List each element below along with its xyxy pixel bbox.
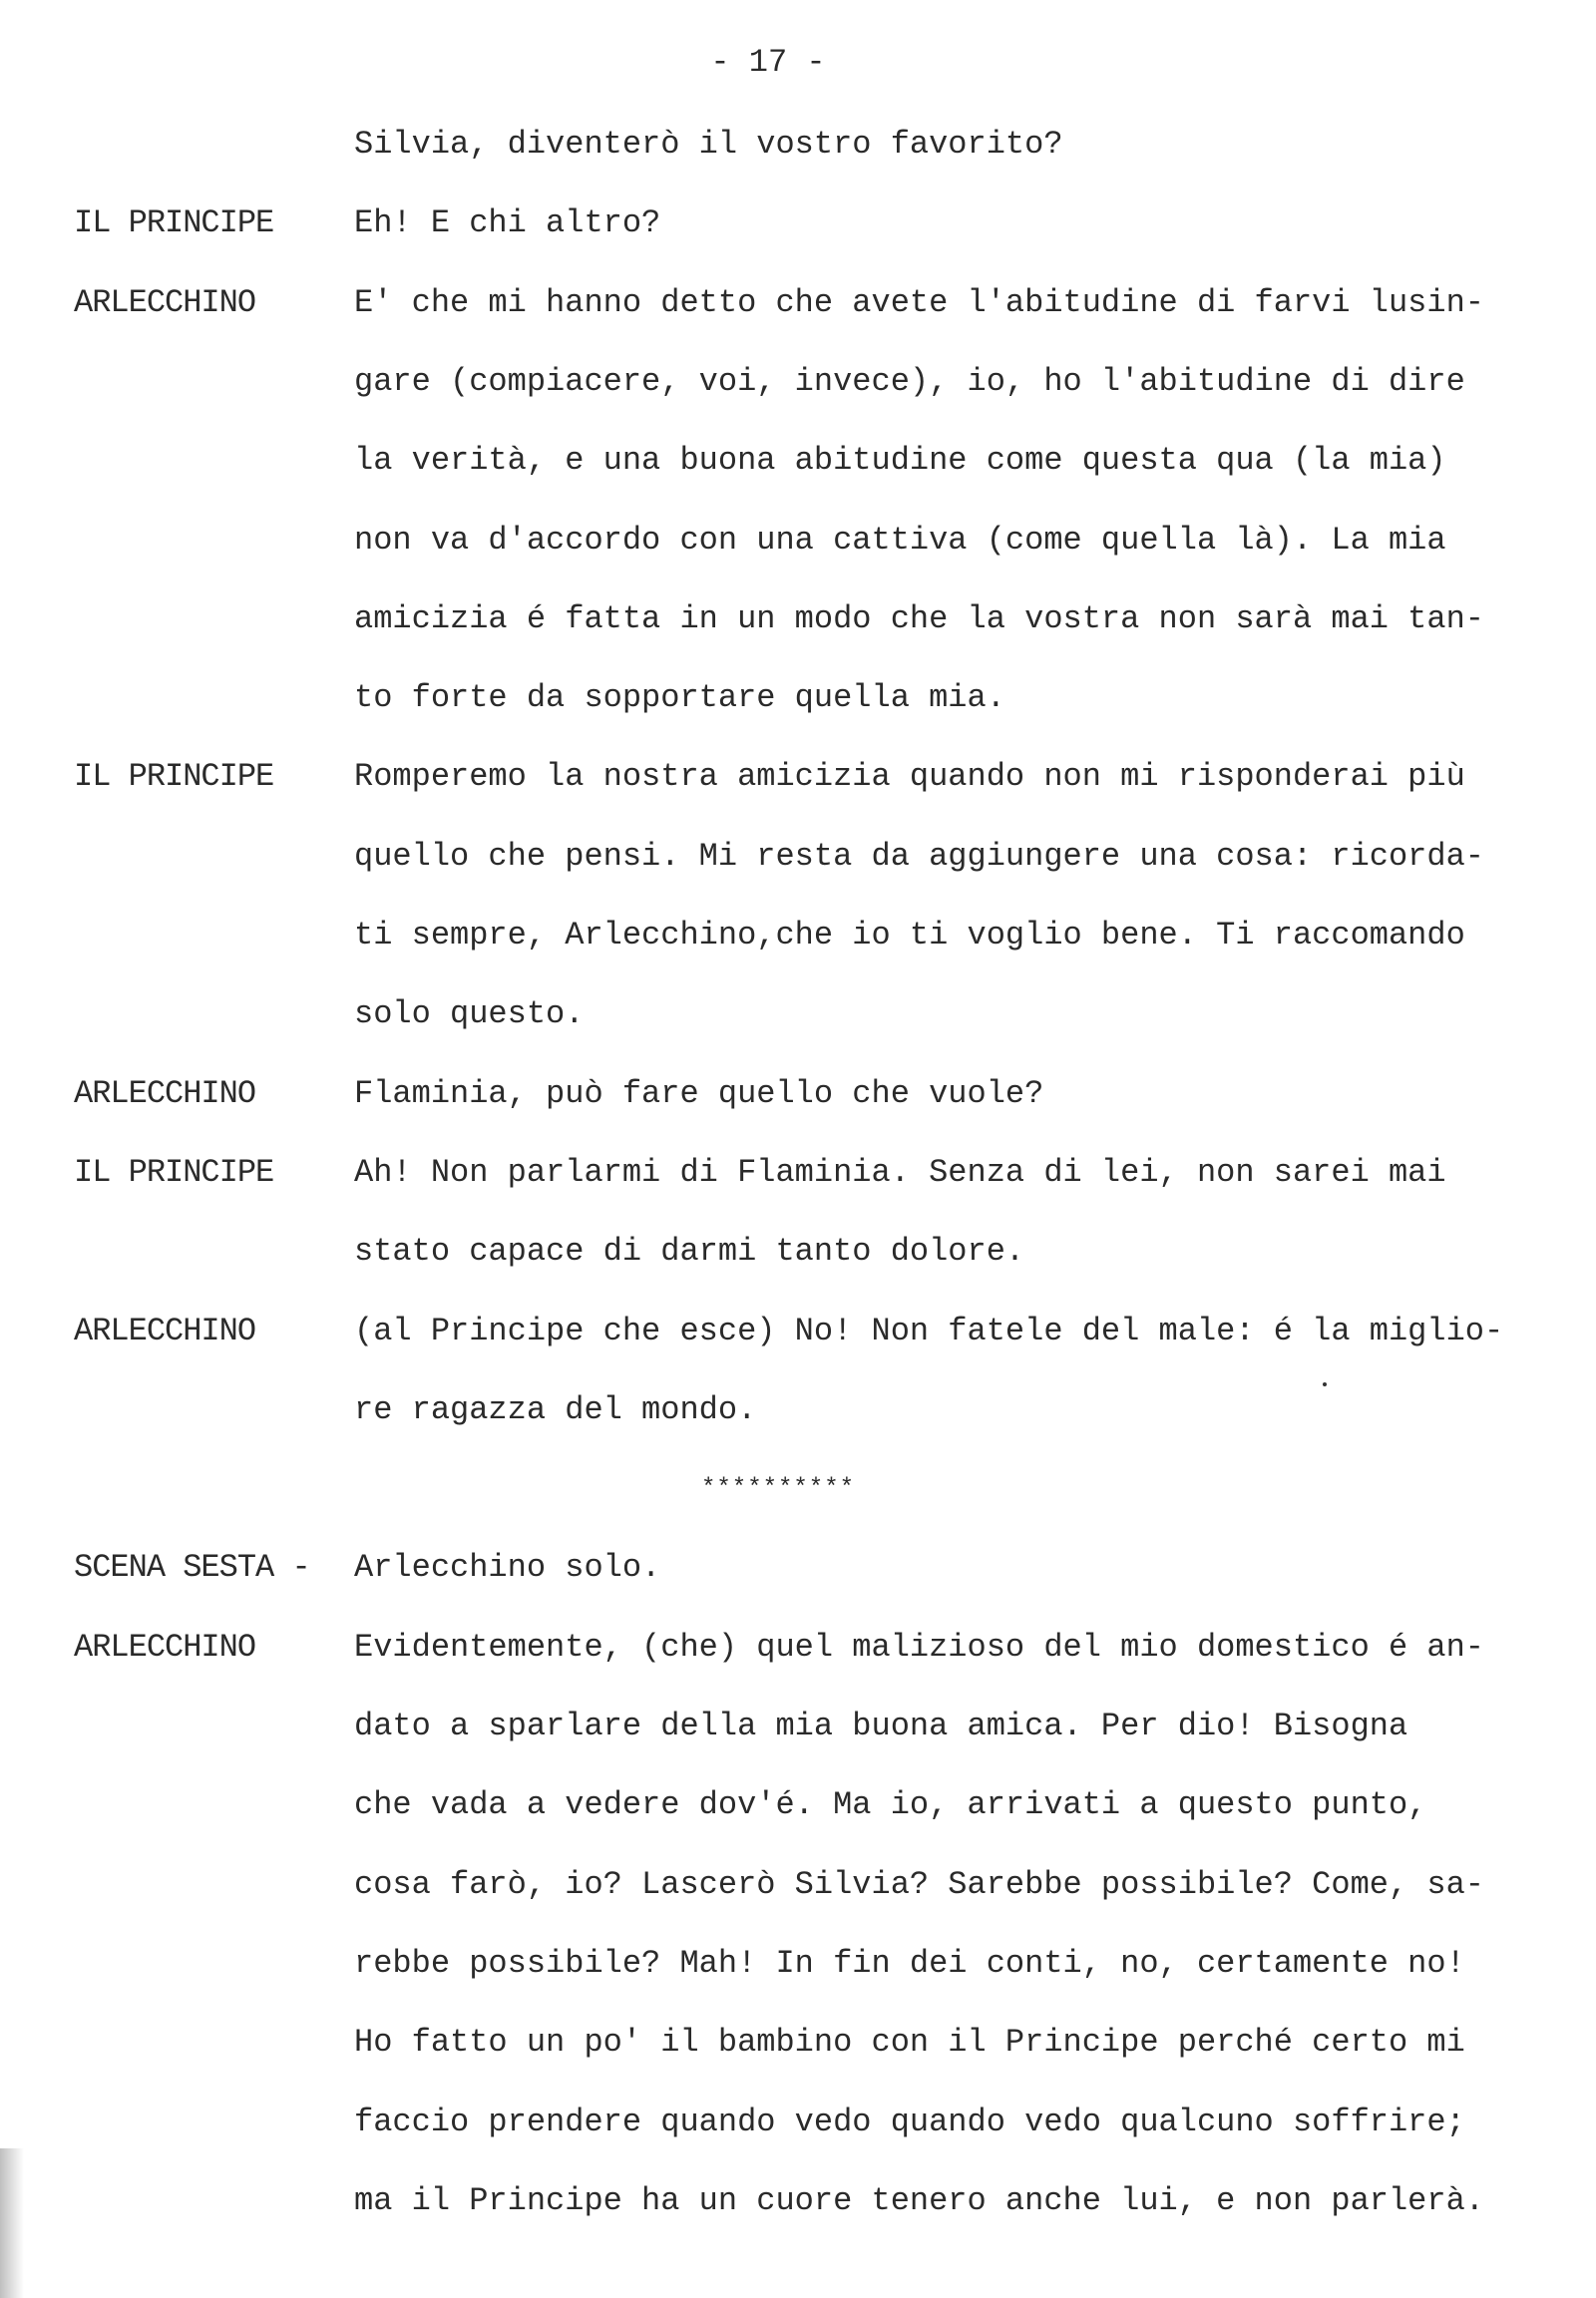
dialogue-text: Flaminia, può fare quello che vuole? xyxy=(354,1074,1044,1112)
dialogue-text: Ho fatto un po' il bambino con il Principe perché certo mi xyxy=(354,2024,1465,2062)
separator-stars: ********** xyxy=(700,1475,856,1503)
ink-speck xyxy=(1323,1382,1327,1386)
dialogue-text: la verità, e una buona abitudine come questa qua (la mia) xyxy=(354,442,1446,480)
dialogue-line xyxy=(0,1074,1596,1153)
page-number: - 17 - xyxy=(710,44,826,81)
dialogue-text: Evidentemente, (che) quel malizioso del mio domestico é an- xyxy=(354,1628,1484,1666)
dialogue-line xyxy=(0,1944,1596,2023)
scan-edge-shadow xyxy=(0,2148,24,2298)
dialogue-line xyxy=(0,916,1596,994)
dialogue-text: (al Principe che esce) No! Non fatele del male: é la miglio- xyxy=(354,1312,1504,1349)
dialogue-text: quello che pensi. Mi resta da aggiungere una cosa: ricorda- xyxy=(354,837,1484,875)
dialogue-line xyxy=(0,1628,1596,1707)
dialogue-line xyxy=(0,994,1596,1073)
dialogue-line xyxy=(0,125,1596,203)
dialogue-line xyxy=(0,1232,1596,1311)
dialogue-text: stato capace di darmi tanto dolore. xyxy=(354,1233,1025,1271)
dialogue-line xyxy=(0,1390,1596,1469)
dialogue-line xyxy=(0,1785,1596,1864)
dialogue-text: re ragazza del mondo. xyxy=(354,1390,757,1428)
dialogue-line xyxy=(0,1548,1596,1627)
dialogue-text: Romperemo la nostra amicizia quando non mi risponderai più xyxy=(354,758,1465,796)
dialogue-text: Eh! E chi altro? xyxy=(354,204,661,242)
dialogue-line xyxy=(0,2103,1596,2181)
dialogue-line xyxy=(0,2181,1596,2260)
scene-separator xyxy=(0,1469,1596,1548)
dialogue-text: E' che mi hanno detto che avete l'abitudine di farvi lusin- xyxy=(354,283,1484,321)
dialogue-text: faccio prendere quando vedo quando vedo qualcuno soffrire; xyxy=(354,2103,1465,2140)
dialogue-text: che vada a vedere dov'é. Ma io, arrivati a questo punto, xyxy=(354,1786,1427,1824)
dialogue-line xyxy=(0,599,1596,678)
speaker-name: ARLECCHINO xyxy=(74,1312,256,1349)
dialogue-text: Ah! Non parlarmi di Flaminia. Senza di lei, non sarei mai xyxy=(354,1153,1446,1191)
speaker-name: SCENA SESTA - xyxy=(74,1549,310,1587)
dialogue-line xyxy=(0,441,1596,520)
dialogue-line xyxy=(0,1865,1596,1944)
speaker-name: ARLECCHINO xyxy=(74,1628,256,1666)
dialogue-line xyxy=(0,1153,1596,1232)
dialogue-line xyxy=(0,203,1596,282)
dialogue-line xyxy=(0,521,1596,599)
dialogue-text: Silvia, diventerò il vostro favorito? xyxy=(354,126,1063,163)
dialogue-line xyxy=(0,362,1596,441)
dialogue-text: dato a sparlare della mia buona amica. Per dio! Bisogna xyxy=(354,1708,1408,1744)
dialogue-line xyxy=(0,2023,1596,2102)
dialogue-text: ma il Principe ha un cuore tenero anche lui, e non parlerà. xyxy=(354,2181,1484,2219)
dialogue-text: gare (compiacere, voi, invece), io, ho l'abitudine di dire xyxy=(354,362,1465,400)
dialogue-line xyxy=(0,678,1596,757)
dialogue-line xyxy=(0,837,1596,916)
dialogue-text: ti sempre, Arlecchino,che io ti voglio bene. Ti raccomando xyxy=(354,917,1465,954)
dialogue-text: amicizia é fatta in un modo che la vostra non sarà mai tan- xyxy=(354,599,1484,637)
dialogue-text: cosa farò, io? Lascerò Silvia? Sarebbe possibile? Come, sa- xyxy=(354,1865,1484,1903)
dialogue-text: Arlecchino solo. xyxy=(354,1549,661,1587)
speaker-name: IL PRINCIPE xyxy=(74,204,274,242)
dialogue-text: non va d'accordo con una cattiva (come quella là). La mia xyxy=(354,521,1446,559)
speaker-name: ARLECCHINO xyxy=(74,283,256,321)
speaker-name: IL PRINCIPE xyxy=(74,758,274,796)
dialogue-line xyxy=(0,1707,1596,1785)
dialogue-line xyxy=(0,757,1596,836)
speaker-name: ARLECCHINO xyxy=(74,1074,256,1112)
dialogue-text: solo questo. xyxy=(354,995,585,1033)
speaker-name: IL PRINCIPE xyxy=(74,1153,274,1191)
dialogue-text: to forte da sopportare quella mia. xyxy=(354,679,1005,717)
dialogue-line xyxy=(0,283,1596,362)
dialogue-text: rebbe possibile? Mah! In fin dei conti, no, certamente no! xyxy=(354,1944,1465,1982)
dialogue-line xyxy=(0,1312,1596,1390)
